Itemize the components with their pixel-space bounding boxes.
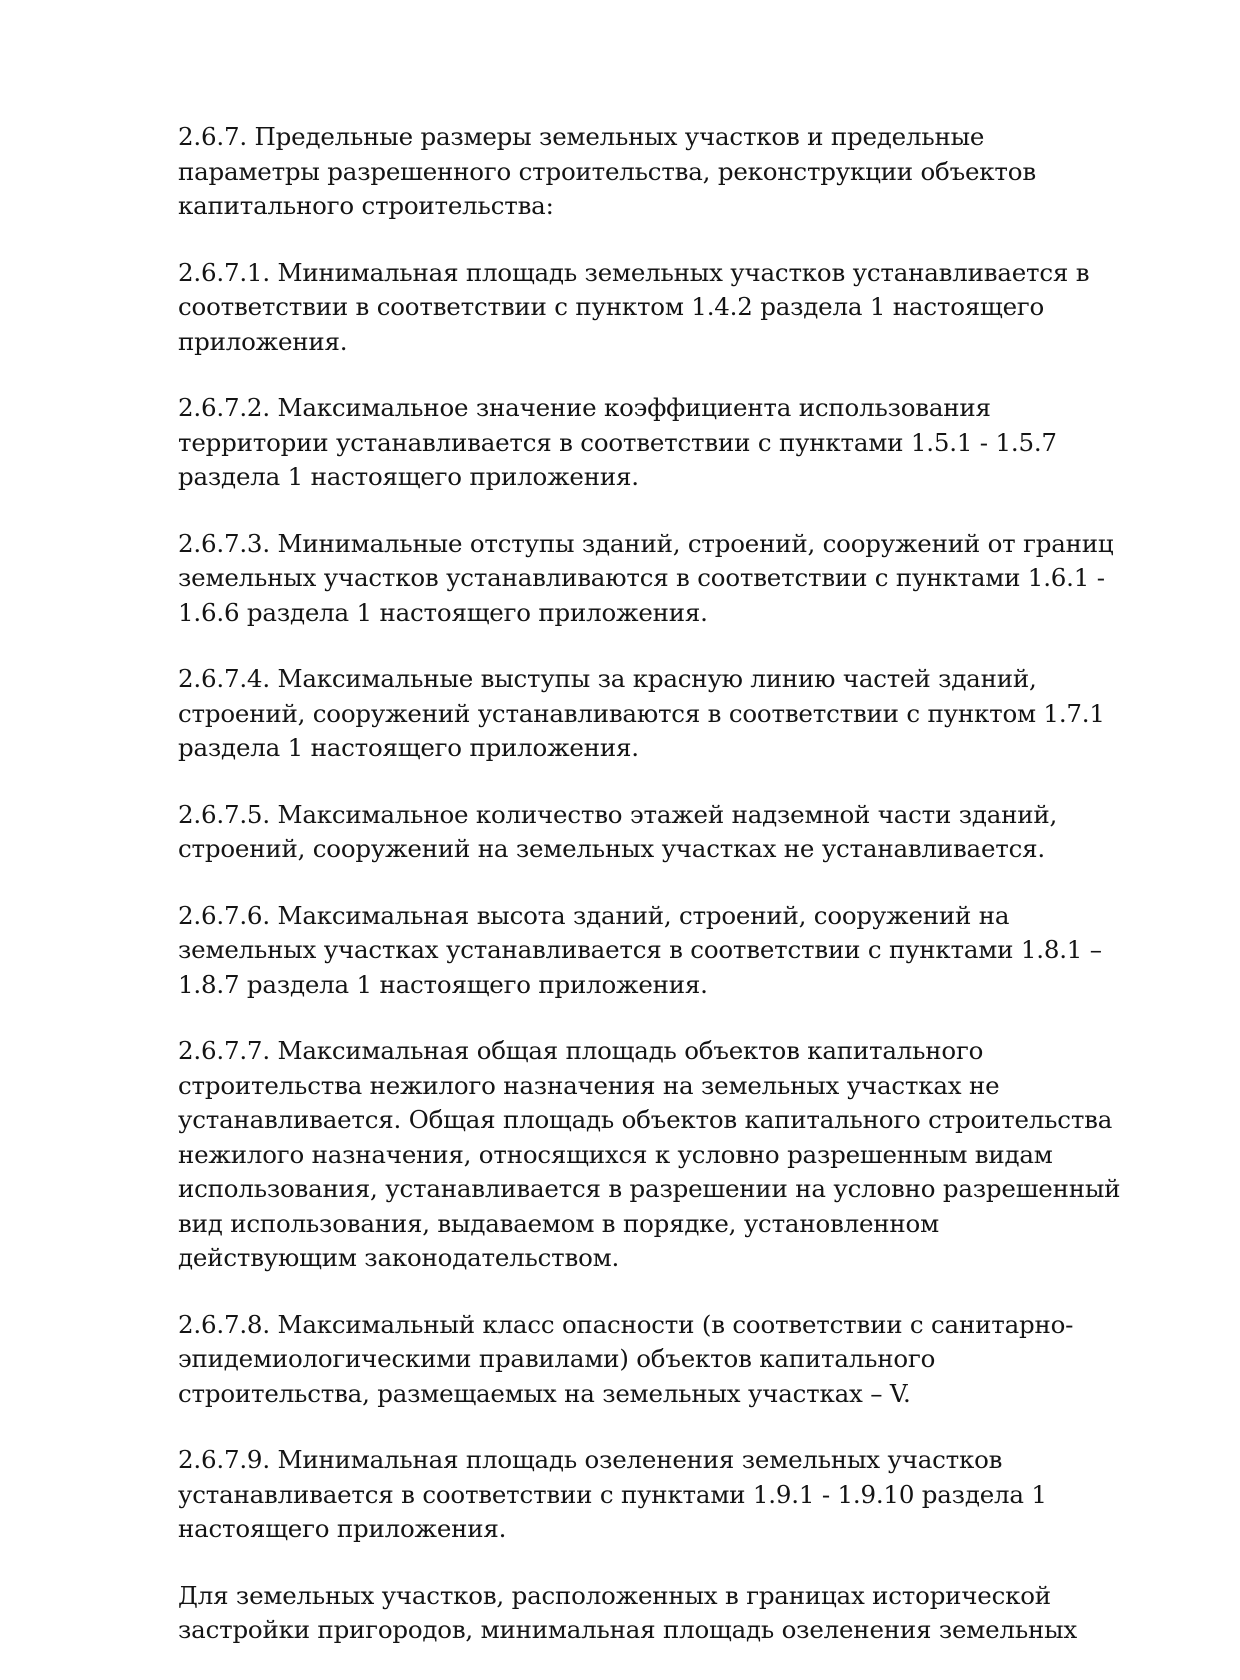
- paragraph-2-6-7-1: 2.6.7.1. Минимальная площадь земельных участков устанавливается в соответствии в соответствии с пунктом 1.4.2 раздела 1 настоящего приложения.: [178, 257, 1090, 356]
- document-page: [178, 120, 1178, 1680]
- paragraph-2-6-7-6: 2.6.7.6. Максимальная высота зданий, строений, сооружений на земельных участках устанавливается в соответствии с пунктами 1.8.1 – 1.8.7 раздела 1 настоящего приложения.: [178, 900, 1102, 999]
- paragraph-2-6-7-2: 2.6.7.2. Максимальное значение коэффициента использования территории устанавливается в соответствии с пунктами 1.5.1 - 1.5.7 раздела 1 настоящего приложения.: [178, 393, 1057, 491]
- paragraph-2-6-7: 2.6.7. Предельные размеры земельных участков и предельные параметры разрешенного строительства, реконструкции объектов капитального строительства:: [178, 122, 1036, 220]
- paragraph-2-6-7-5: 2.6.7.5. Максимальное количество этажей надземной части зданий, строений, сооружений на земельных участках не устанавливается.: [178, 799, 1058, 863]
- paragraph-2-6-7-9: 2.6.7.9. Минимальная площадь озеленения земельных участков устанавливается в соответствии с пунктами 1.9.1 - 1.9.10 раздела 1 настоящего приложения.: [178, 1445, 1047, 1543]
- paragraph-2-6-7-8: 2.6.7.8. Максимальный класс опасности (в соответствии с санитарно- эпидемиологическими правилами) объектов капитального строительства, размещаемых на земельных участках – V.: [178, 1309, 1074, 1408]
- paragraph-2-6-7-4: 2.6.7.4. Максимальные выступы за красную линию частей зданий, строений, сооружений устанавливаются в соответствии с пунктом 1.7.1 раздела 1 настоящего приложения.: [178, 664, 1105, 762]
- paragraph-2-6-7-3: 2.6.7.3. Минимальные отступы зданий, строений, сооружений от границ земельных участков устанавливаются в соответствии с пунктами 1.6.1 - 1.6.6 раздела 1 настоящего приложения.: [178, 528, 1114, 627]
- paragraph-2-6-7-7: 2.6.7.7. Максимальная общая площадь объектов капитального строительства нежилого назначения на земельных участках не устанавливается. Общая площадь объектов капитального строительства нежилого назначения, относящихся к условно разрешенным видам использования, устанавливается в разрешении на условно разрешенный вид использования, выдаваемом в порядке, установленном действующим законодательством.: [178, 1036, 1121, 1272]
- paragraph-historic-suburbs: Для земельных участков, расположенных в границах исторической застройки пригородов, минимальная площадь озеленения земельных: [178, 1580, 1078, 1644]
